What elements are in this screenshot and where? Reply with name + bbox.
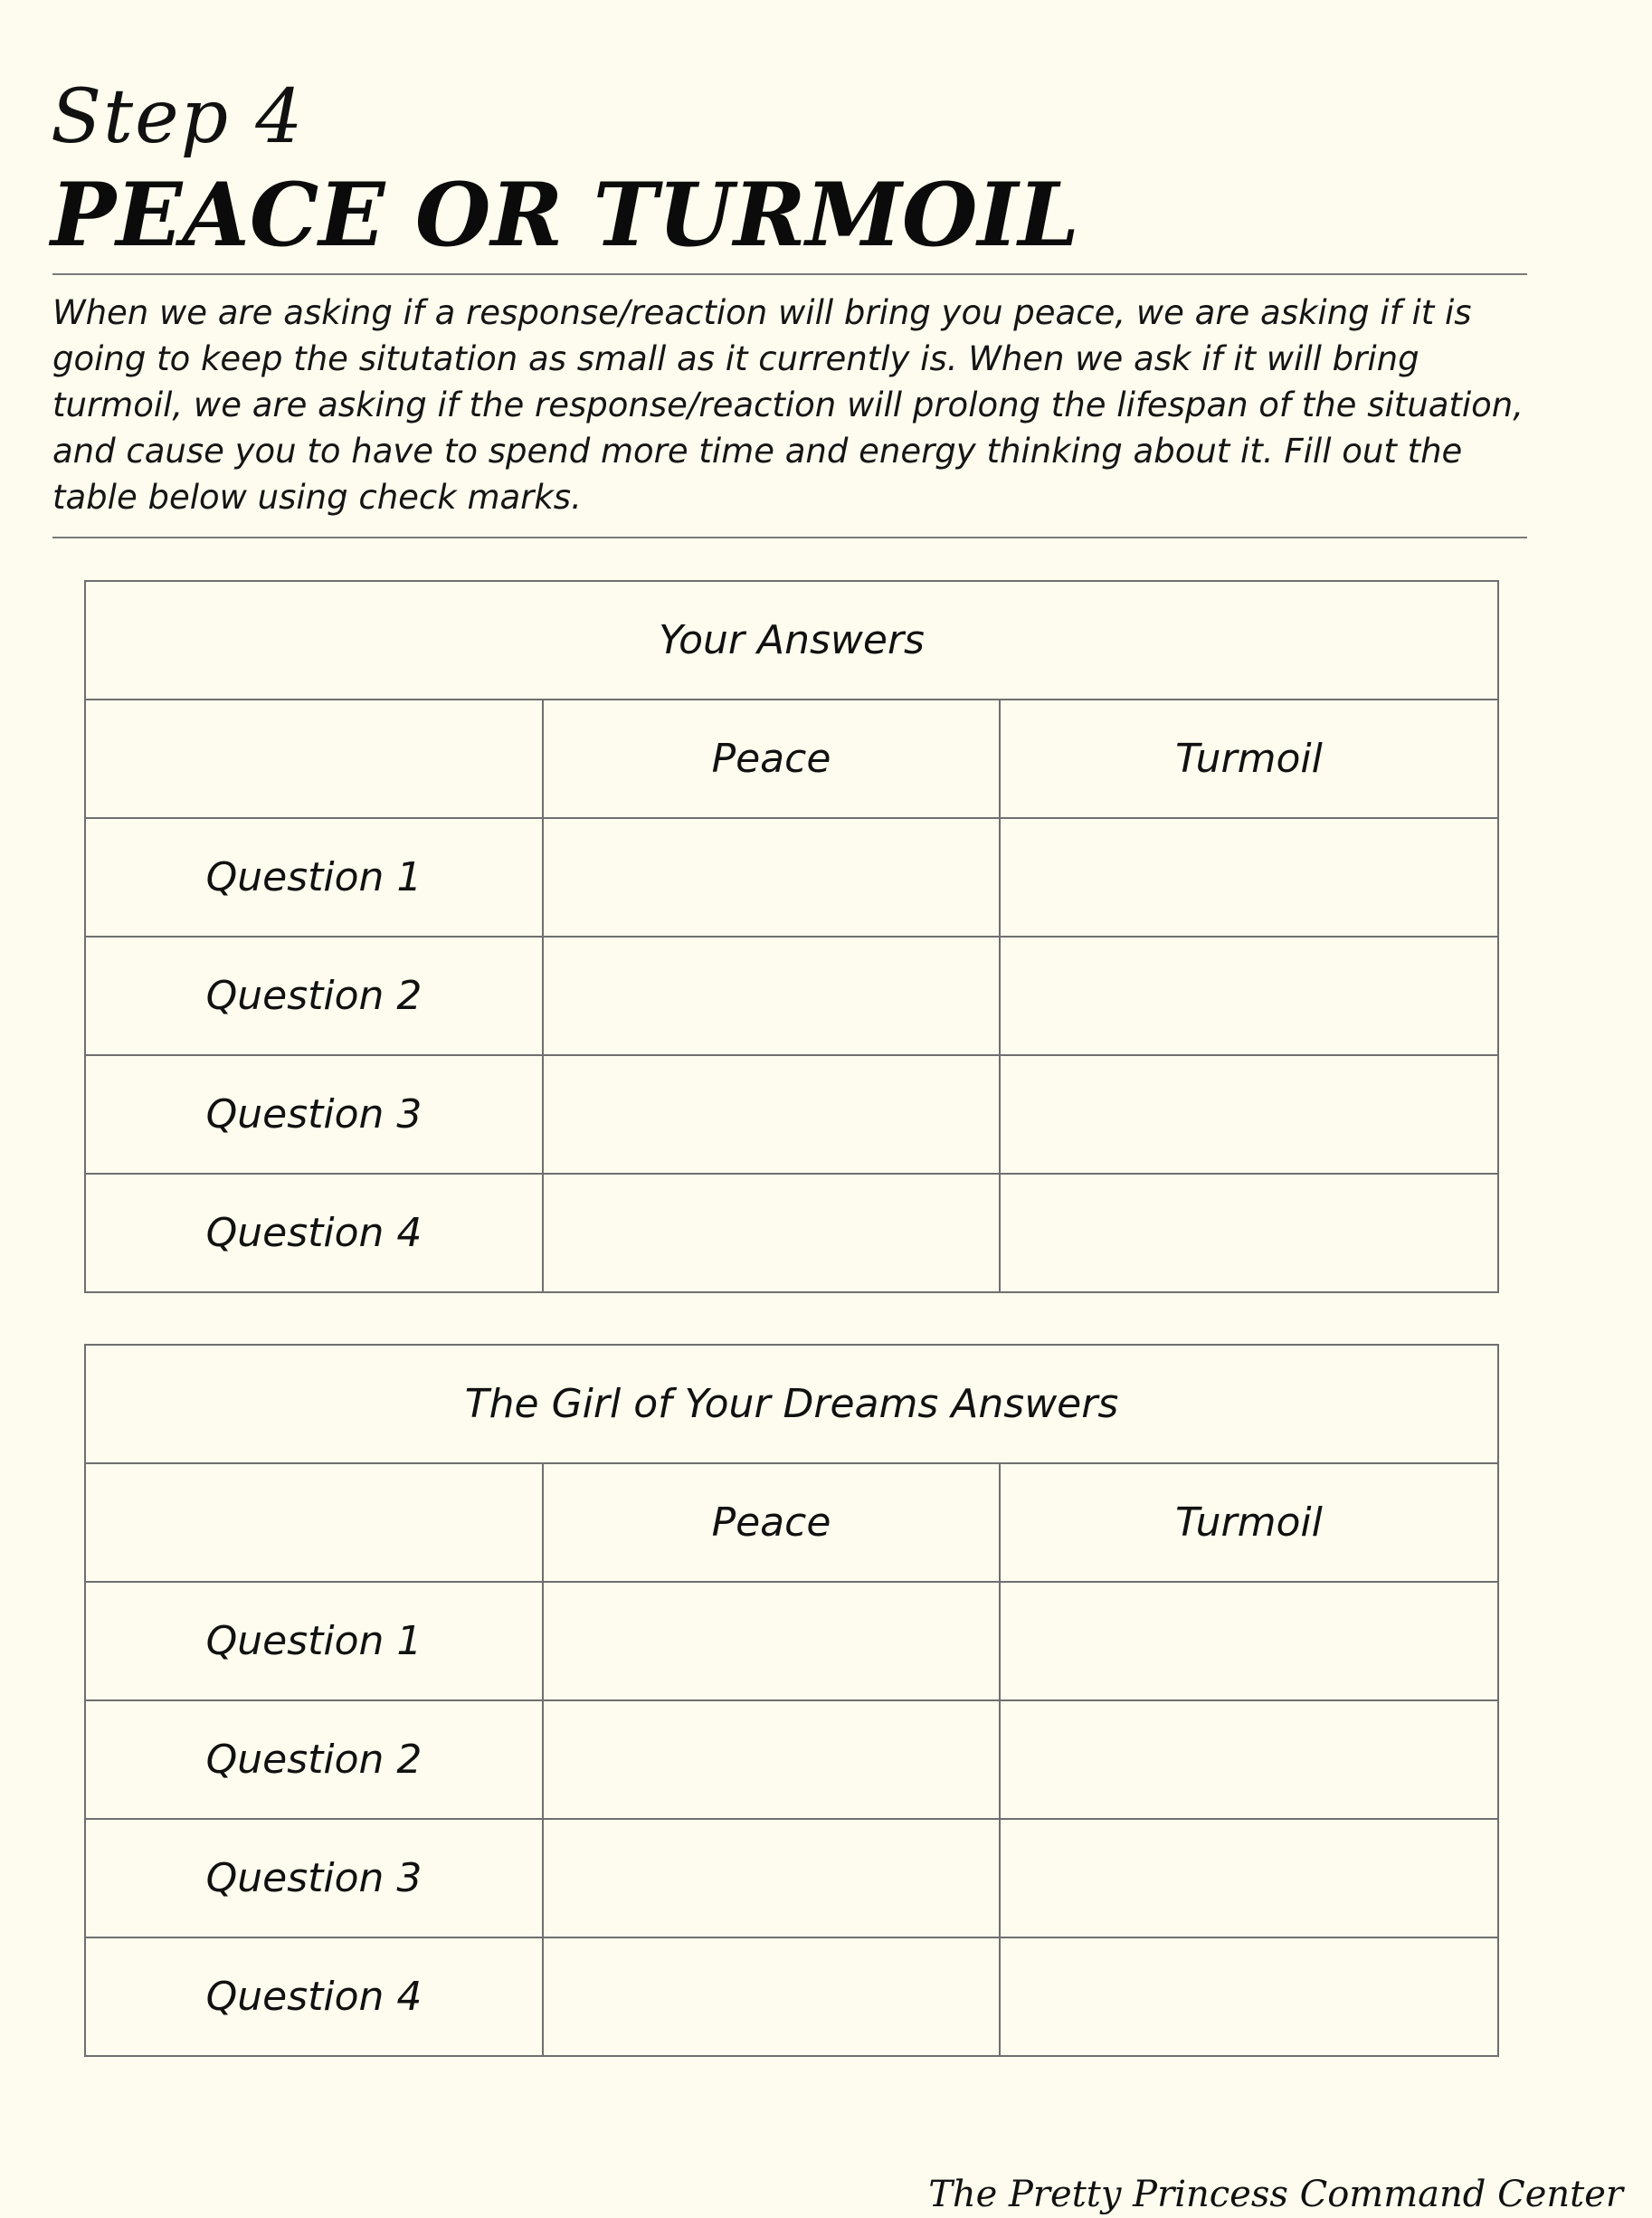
row-label: Question 2 [85, 937, 543, 1055]
table-row [85, 1582, 1498, 1700]
header-cell-peace: Peace [543, 1463, 1000, 1582]
row-label: Question 1 [85, 1582, 543, 1700]
turmoil-check-cell[interactable] [1000, 1819, 1498, 1937]
peace-check-cell[interactable] [543, 1700, 1000, 1819]
page-title: PEACE OR TURMOIL [51, 164, 1079, 266]
table-title: Your Answers [85, 581, 1498, 700]
bottom-divider [52, 537, 1527, 538]
turmoil-check-cell[interactable] [1000, 1937, 1498, 2056]
row-label: Question 1 [85, 818, 543, 937]
header-cell-empty [85, 1463, 543, 1582]
table-title: The Girl of Your Dreams Answers [85, 1345, 1498, 1463]
turmoil-check-cell[interactable] [1000, 1174, 1498, 1292]
peace-check-cell[interactable] [543, 1174, 1000, 1292]
turmoil-check-cell[interactable] [1000, 937, 1498, 1055]
peace-check-cell[interactable] [543, 1582, 1000, 1700]
row-label: Question 3 [85, 1055, 543, 1174]
table-header-row [85, 700, 1498, 818]
table-row [85, 1819, 1498, 1937]
turmoil-check-cell[interactable] [1000, 1055, 1498, 1174]
turmoil-check-cell[interactable] [1000, 1582, 1498, 1700]
peace-check-cell[interactable] [543, 1055, 1000, 1174]
table-row [85, 1700, 1498, 1819]
table-row [85, 1174, 1498, 1292]
header-cell-peace: Peace [543, 700, 1000, 818]
turmoil-check-cell[interactable] [1000, 1700, 1498, 1819]
row-label: Question 4 [85, 1174, 543, 1292]
table-title-row [85, 1345, 1498, 1463]
peace-check-cell[interactable] [543, 1937, 1000, 2056]
top-divider [52, 273, 1527, 275]
turmoil-check-cell[interactable] [1000, 818, 1498, 937]
table-row [85, 1937, 1498, 2056]
table-header-row [85, 1463, 1498, 1582]
step-label: Step 4 [51, 74, 305, 160]
intro-paragraph: When we are asking if a response/reaction will bring you peace, we are asking if it is going to keep the situtation as small as it currently is. When we ask if it will bring turmoil, we are asking if the response/reaction will prolong the lifespan of the situation, and cause you to have to spend more time and energy thinking about it. Fill out the table below using check marks. [52, 293, 1524, 517]
header-cell-turmoil: Turmoil [1000, 700, 1498, 818]
header-cell-empty [85, 700, 543, 818]
table-title-row [85, 581, 1498, 700]
header-cell-turmoil: Turmoil [1000, 1463, 1498, 1582]
table-row [85, 937, 1498, 1055]
peace-check-cell[interactable] [543, 937, 1000, 1055]
row-label: Question 2 [85, 1700, 543, 1819]
peace-check-cell[interactable] [543, 1819, 1000, 1937]
row-label: Question 3 [85, 1819, 543, 1937]
row-label: Question 4 [85, 1937, 543, 2056]
table-row [85, 1055, 1498, 1174]
table-row [85, 818, 1498, 937]
peace-check-cell[interactable] [543, 818, 1000, 937]
your-answers-table [84, 580, 1499, 1293]
dream-girl-answers-table [84, 1344, 1499, 2057]
footer-brand: The Pretty Princess Command Center [928, 2174, 1623, 2215]
